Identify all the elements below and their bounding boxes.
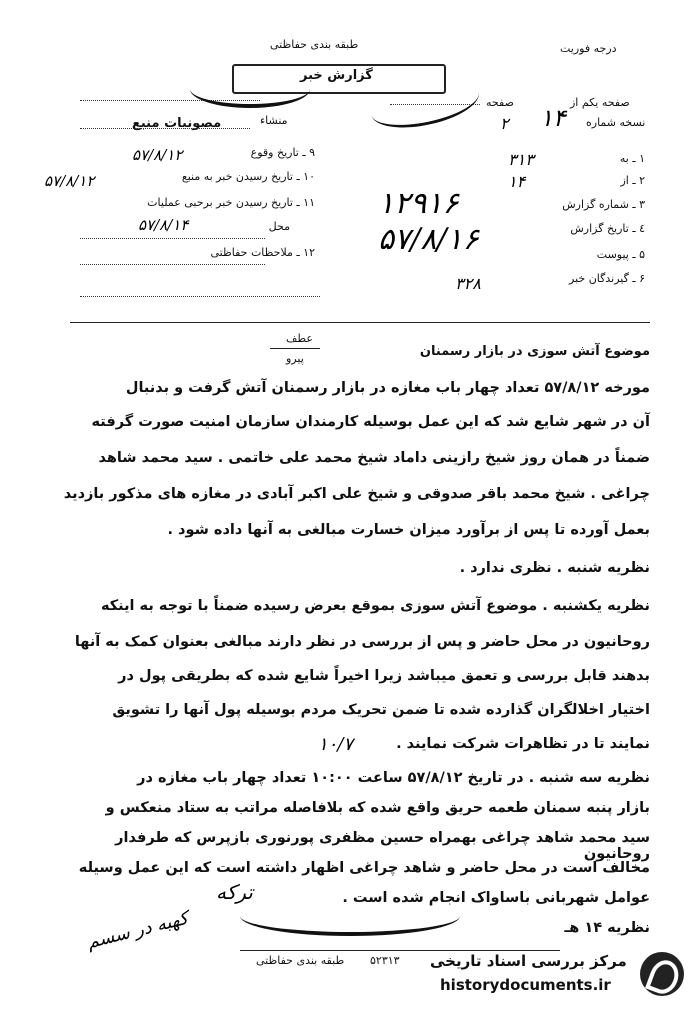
atf-divider: [270, 348, 320, 349]
archive-logo-icon: [640, 952, 684, 996]
handwritten-date-recv: ۵۷/۸/۱۲: [44, 172, 95, 190]
field-right-report-date: ٤ ـ تاریخ گزارش: [570, 222, 645, 235]
body-line-14: سید محمد شاهد چراغی بهمراه حسین مظفری پورنوری بازپرس که طرفدار روحانیون: [115, 830, 650, 862]
field-right-recipients: ۶ ـ گیرندگان خبر: [569, 272, 645, 285]
page-label: صفحه یکم از: [570, 96, 630, 109]
peyro-label: پیرو: [286, 352, 304, 365]
classification-bottom: طبقه بندی حفاظتی: [256, 954, 345, 967]
handwritten-date-occur: ۵۷/۸/۱۲: [132, 146, 183, 164]
body-line-3: ضمناً در همان روز شیخ رازینی داماد شیخ محمد علی خاتمی . سید محمد شاهد: [98, 450, 650, 466]
handwritten-recipients-code: ۳۲۸: [455, 274, 481, 293]
footer-divider: [240, 950, 560, 951]
body-line-6: نظریه شنبه . نظری ندارد .: [459, 560, 650, 576]
body-line-15: مخالف است در محل حاضر و شاهد چراغی اظهار داشته است که این عمل وسیله: [78, 860, 650, 876]
signature-scrawl-header: [190, 70, 310, 108]
handwritten-date-ops: ۵۷/۸/۱۴: [138, 216, 189, 234]
archive-url: historydocuments.ir: [440, 976, 611, 994]
handwritten-code1: ۳۱۳: [508, 150, 534, 169]
field-left-notes: ۱۲ ـ ملاحظات حفاظتی: [210, 246, 315, 259]
field-left-date-recv: ۱۰ ـ تاریخ رسیدن خبر به منبع: [181, 170, 315, 183]
body-line-13: بازار پنبه سمنان طعمه حریق واقع شده که بلافاصله مراتب به ستاد منعکس و: [105, 800, 650, 816]
field-right-report-no: ۳ ـ شماره گزارش: [562, 198, 645, 211]
source-label: منشاء: [260, 114, 288, 127]
field-left-location: محل: [268, 220, 290, 233]
atf-label: عطف: [286, 332, 313, 345]
body-line-8: روحانیون در محل حاضر و پس از بررسی در نظر دارند مبالغی بعنوان کمک به آنها: [74, 634, 650, 650]
handwritten-sign-note: ترکه: [216, 880, 253, 904]
body-line-2: آن در شهر شایع شد که این عمل بوسیله کارمندان سازمان امنیت صورت گرفته: [91, 414, 650, 430]
body-line-5: بعمل آورده تا پس از برآورد میزان خسارت مبالغی به آنها داده شود .: [167, 522, 650, 538]
classification-top: طبقه بندی حفاظتی: [270, 38, 359, 51]
handwritten-bottom-left-note: کهبه در سسم: [84, 907, 191, 954]
handwritten-copy-no: ۱۴: [540, 104, 566, 132]
handwritten-report-date: ۵۷/۸/۱۶: [378, 222, 479, 257]
signature-scrawl-bottom: [240, 896, 460, 936]
body-line-7: نظریه یکشنبه . موضوع آتش سوزی بموقع بعرض رسیده ضمناً با توجه به اینکه: [100, 598, 650, 614]
priority-label: درجه فوریت: [560, 42, 617, 55]
field-left-date-ops: ۱۱ ـ تاریخ رسیدن خبر برحبی عملیات: [147, 196, 315, 209]
copy-label: نسخه شماره: [586, 116, 646, 129]
body-line-12: نظریه سه شنبه . در تاریخ ۵۷/۸/۱۲ ساعت ۱۰:۰۰ تعداد چهار باب مغازه در: [137, 770, 650, 786]
body-line-10: اختیار اخلالگران گذارده شده تا ضمن تحریک مردم بوسیله پول آنها را تشویق: [112, 702, 650, 718]
field-right-attachment: ۵ ـ پیوست: [596, 248, 645, 261]
field-right-to: ۱ ـ به: [619, 152, 645, 165]
handwritten-report-no: ۱۲۹۱۶: [378, 186, 459, 221]
source-title: مصونیات منبع: [132, 116, 222, 131]
body-line-11: نمایند تا در تظاهرات شرکت نمایند .: [396, 736, 650, 752]
subject: موضوع آتش سوزی در بازار رسمنان: [419, 344, 650, 359]
body-line-1: مورخه ۵۷/۸/۱۲ تعداد چهار باب مغازه در بازار رسمنان آتش گرفت و بدنبال: [125, 380, 650, 396]
handwritten-mid-note: ۱۰/۷: [318, 734, 354, 755]
handwritten-code2: ۱۴: [508, 172, 526, 191]
form-title: گزارش خبر: [300, 68, 373, 83]
field-right-from: ۲ ـ از: [620, 174, 645, 187]
handwritten-page-of: ۲: [500, 114, 509, 133]
body-line-4: چراغی . شیخ محمد باقر صدوقی و شیخ علی اکبر آبادی در مغازه های مذکور بازدید: [63, 486, 650, 502]
body-line-9: بدهند قابل بررسی و تعمق میباشد زیرا اخیراً شایع شده که بطریقی پول در: [118, 668, 650, 684]
header-divider: [70, 322, 650, 323]
archive-name: مرکز بررسی اسناد تاریخی: [430, 952, 627, 970]
form-number: ۵۲۳۱۳: [370, 954, 400, 967]
body-line-16: عوامل شهربانی باساواک انجام شده است .: [342, 890, 650, 906]
page-label-2: صفحه: [486, 96, 514, 109]
field-left-date-occur: ۹ ـ تاریخ وقوع: [250, 146, 315, 159]
body-line-17: نظریه ۱۴ هـ: [564, 920, 650, 936]
